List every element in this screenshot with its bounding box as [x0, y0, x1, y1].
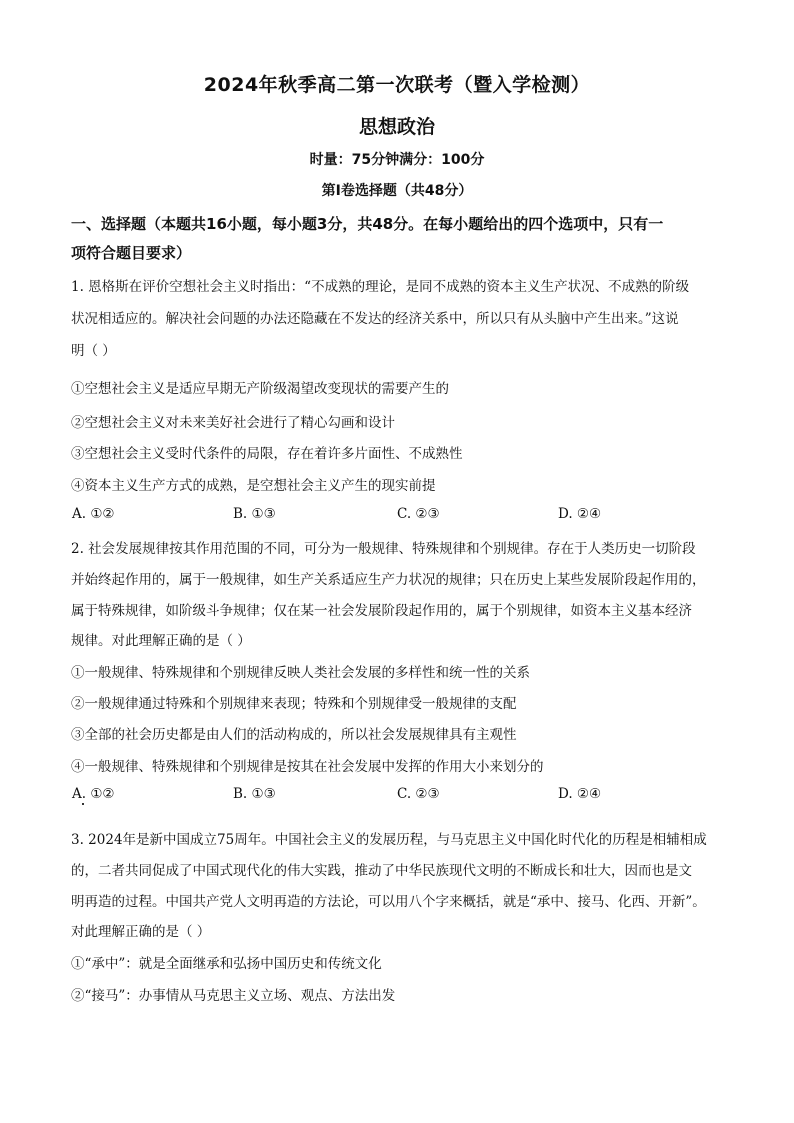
- q1-option-a: A. ①②: [72, 506, 115, 522]
- q1-item: ①空想社会主义是适应早期无产阶级渴望改变现状的需要产生的: [71, 381, 449, 397]
- q3-stem-line: 3. 2024年是新中国成立75周年。中国社会主义的发展历程，与马克思主义中国化时代化的历程是相辅相成: [71, 832, 707, 848]
- exam-meta: 时量：75分钟满分：100分: [309, 152, 485, 168]
- q2-option-b: B. ①③: [233, 786, 276, 802]
- q1-stem-line: 状况相适应的。解决社会问题的办法还隐藏在不发达的经济关系中，所以只有从头脑中产生出来。”这说: [71, 311, 679, 327]
- q1-option-b: B. ①③: [233, 506, 276, 522]
- q1-item: ②空想社会主义对未来美好社会进行了精心勾画和设计: [71, 415, 395, 431]
- q2-item: ①一般规律、特殊规律和个别规律反映人类社会发展的多样性和统一性的关系: [71, 665, 530, 681]
- q1-item: ③空想社会主义受时代条件的局限，存在着许多片面性、不成熟性: [71, 446, 463, 462]
- q2-stem-line: 规律。对此理解正确的是（ ）: [71, 633, 251, 649]
- q1-option-c: C. ②③: [397, 506, 440, 522]
- q1-item: ④资本主义生产方式的成熟，是空想社会主义产生的现实前提: [71, 478, 436, 494]
- q3-item: ②“接马”：办事情从马克思主义立场、观点、方法出发: [71, 988, 396, 1004]
- q2-stem-line: 2. 社会发展规律按其作用范围的不同，可分为一般规律、特殊规律和个别规律。存在于人类历史一切阶段: [71, 541, 696, 557]
- q2-item: ②一般规律通过特殊和个别规律来表现；特殊和个别规律受一般规律的支配: [71, 696, 517, 712]
- section-heading: [71, 210, 731, 268]
- q3-item: ①“承中”：就是全面继承和弘扬中国历史和传统文化: [71, 956, 382, 972]
- q1-stem-line: 明（ ）: [71, 343, 116, 359]
- q3-stem-line: 对此理解正确的是（ ）: [71, 924, 211, 940]
- q3-stem-line: 的，二者共同促成了中国式现代化的伟大实践，推动了中华民族现代文明的不断成长和壮大，因而也是文: [71, 863, 692, 879]
- section-heading-line: 一、选择题（本题共16小题，每小题3分，共48分。在每小题给出的四个选项中，只有一: [71, 215, 664, 233]
- q2-stem-line: 并始终起作用的，属于一般规律，如生产关系适应生产力状况的规律；只在历史上某些发展阶段起作用的，: [71, 572, 706, 588]
- stray-mark: [82, 803, 84, 805]
- q1-stem-line: 1. 恩格斯在评价空想社会主义时指出：“不成熟的理论，是同不成熟的资本主义生产状况、不成熟的阶级: [71, 279, 690, 295]
- q2-option-a: A. ①②: [72, 786, 115, 802]
- volume-heading: 第Ⅰ卷选择题（共48分）: [321, 183, 473, 199]
- q1-option-d: D. ②④: [558, 506, 602, 522]
- q2-option-d: D. ②④: [558, 786, 602, 802]
- q2-stem-line: 属于特殊规律，如阶级斗争规律；仅在某一社会发展阶段起作用的，属于个别规律，如资本主义基本经济: [71, 603, 692, 619]
- section-heading-line: 项符合题目要求）: [71, 244, 192, 262]
- exam-title: 2024年秋季高二第一次联考（暨入学检测）: [203, 74, 591, 96]
- q2-item: ④一般规律、特殊规律和个别规律是按其在社会发展中发挥的作用大小来划分的: [71, 759, 544, 775]
- q3-stem-line: 明再造的过程。中国共产党人文明再造的方法论，可以用八个字来概括，就是“承中、接马、化西、开新”。: [71, 894, 706, 910]
- q2-option-c: C. ②③: [397, 786, 440, 802]
- subject-title: 思想政治: [358, 116, 435, 138]
- q2-item: ③全部的社会历史都是由人们的活动构成的，所以社会发展规律具有主观性: [71, 727, 517, 743]
